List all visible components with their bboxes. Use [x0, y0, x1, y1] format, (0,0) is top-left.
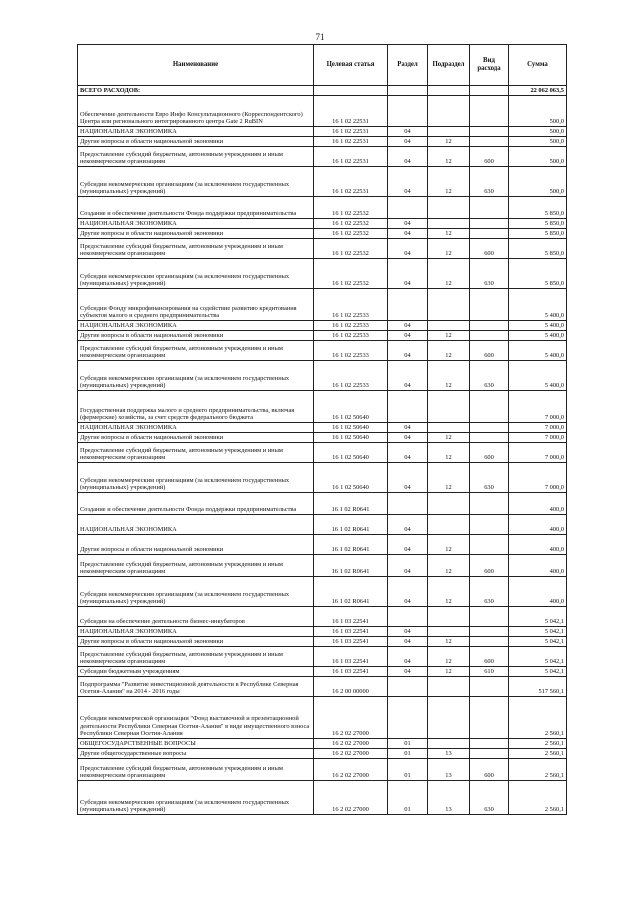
- cell-section: 04: [388, 167, 428, 197]
- table-row: [78, 239, 567, 259]
- cell-expense-type: 630: [470, 463, 509, 493]
- cell-expense-type: 600: [470, 647, 509, 667]
- cell-expense-type: 630: [470, 167, 509, 197]
- cell-target-article: 16 1 02 50640: [314, 463, 388, 493]
- cell-target-article: 16 2 02 27000: [314, 739, 388, 749]
- cell-section: 04: [388, 239, 428, 259]
- cell-target-article: 16 1 03 22541: [314, 607, 388, 627]
- cell-expense-type: [470, 197, 509, 219]
- table-row: [78, 289, 567, 321]
- cell-subsection: [428, 697, 470, 739]
- cell-expense-type: [470, 229, 509, 239]
- cell-expense-type: [470, 423, 509, 433]
- cell-name: Предоставление субсидий бюджетным, автономным учреждениям и иным некоммерческим организациям: [78, 443, 314, 463]
- cell-sum: 2 560,1: [509, 781, 567, 815]
- cell-name: Государственная поддержка малого и среднего предпринимательства, включая (фермерские) хозяйства, за счет средств федерального бюджета: [78, 391, 314, 423]
- table-row: [78, 515, 567, 535]
- cell-sum: 22 062 063,5: [509, 86, 567, 96]
- header-sum: Сумма: [509, 45, 567, 86]
- cell-subsection: 12: [428, 463, 470, 493]
- cell-expense-type: [470, 515, 509, 535]
- cell-section: 04: [388, 577, 428, 607]
- cell-subsection: 12: [428, 535, 470, 555]
- cell-section: 04: [388, 147, 428, 167]
- cell-expense-type: [470, 739, 509, 749]
- cell-section: [388, 607, 428, 627]
- table-row: [78, 331, 567, 341]
- cell-name: НАЦИОНАЛЬНАЯ ЭКОНОМИКА: [78, 515, 314, 535]
- cell-name: Субсидии некоммерческим организациям (за исключением государственных (муниципальных) учреждений): [78, 577, 314, 607]
- cell-sum: 5 400,0: [509, 321, 567, 331]
- cell-sum: 5 400,0: [509, 341, 567, 361]
- table-row: [78, 361, 567, 391]
- cell-sum: 7 000,0: [509, 423, 567, 433]
- cell-target-article: 16 1 02 22531: [314, 167, 388, 197]
- cell-expense-type: [470, 493, 509, 515]
- cell-target-article: 16 1 02 22531: [314, 137, 388, 147]
- table-row: [78, 463, 567, 493]
- table-row: [78, 433, 567, 443]
- cell-name: Другие вопросы в области национальной экономики: [78, 637, 314, 647]
- table-row: [78, 637, 567, 647]
- cell-expense-type: [470, 677, 509, 697]
- cell-expense-type: [470, 433, 509, 443]
- cell-subsection: [428, 677, 470, 697]
- cell-name: Другие вопросы в области национальной экономики: [78, 137, 314, 147]
- cell-name: Другие вопросы в области национальной экономики: [78, 229, 314, 239]
- cell-subsection: 13: [428, 759, 470, 781]
- cell-expense-type: [470, 607, 509, 627]
- cell-expense-type: 610: [470, 667, 509, 677]
- cell-name: Другие вопросы в области национальной экономики: [78, 433, 314, 443]
- cell-name: Предоставление субсидий бюджетным, автономным учреждениям и иным некоммерческим организациям: [78, 239, 314, 259]
- header-subsection: Подраздел: [428, 45, 470, 86]
- table-row: [78, 627, 567, 637]
- cell-section: 04: [388, 259, 428, 289]
- cell-target-article: 16 1 02 22533: [314, 361, 388, 391]
- cell-target-article: 16 1 02 R0641: [314, 577, 388, 607]
- cell-expense-type: [470, 331, 509, 341]
- cell-section: 04: [388, 667, 428, 677]
- table-row: [78, 423, 567, 433]
- cell-section: 04: [388, 331, 428, 341]
- cell-section: [388, 493, 428, 515]
- cell-subsection: [428, 627, 470, 637]
- cell-target-article: 16 1 03 22541: [314, 637, 388, 647]
- table-row: [78, 219, 567, 229]
- cell-target-article: 16 1 02 22533: [314, 289, 388, 321]
- cell-target-article: 16 1 02 22532: [314, 259, 388, 289]
- table-row: [78, 677, 567, 697]
- cell-subsection: 12: [428, 239, 470, 259]
- cell-sum: 500,0: [509, 167, 567, 197]
- cell-name: Субсидии некоммерческим организациям (за исключением государственных (муниципальных) учреждений): [78, 361, 314, 391]
- cell-name: НАЦИОНАЛЬНАЯ ЭКОНОМИКА: [78, 219, 314, 229]
- cell-section: 04: [388, 647, 428, 667]
- cell-section: [388, 697, 428, 739]
- cell-subsection: [428, 321, 470, 331]
- cell-subsection: 13: [428, 749, 470, 759]
- cell-sum: 7 000,0: [509, 433, 567, 443]
- cell-sum: 5 400,0: [509, 289, 567, 321]
- cell-sum: 7 000,0: [509, 463, 567, 493]
- cell-expense-type: 600: [470, 759, 509, 781]
- cell-target-article: 16 2 02 27000: [314, 697, 388, 739]
- cell-sum: 2 560,1: [509, 739, 567, 749]
- cell-subsection: 12: [428, 167, 470, 197]
- cell-subsection: [428, 96, 470, 127]
- cell-subsection: 12: [428, 667, 470, 677]
- table-row: [78, 739, 567, 749]
- cell-expense-type: 630: [470, 577, 509, 607]
- cell-subsection: 12: [428, 341, 470, 361]
- cell-expense-type: 600: [470, 555, 509, 577]
- cell-sum: 5 042,1: [509, 607, 567, 627]
- cell-expense-type: 600: [470, 239, 509, 259]
- cell-expense-type: [470, 127, 509, 137]
- cell-section: 04: [388, 443, 428, 463]
- header-name: Наименование: [78, 45, 314, 86]
- cell-subsection: 12: [428, 147, 470, 167]
- header-section: Раздел: [388, 45, 428, 86]
- cell-section: 04: [388, 515, 428, 535]
- cell-target-article: 16 1 02 22533: [314, 331, 388, 341]
- cell-section: 01: [388, 749, 428, 759]
- cell-section: 04: [388, 463, 428, 493]
- cell-sum: 5 042,1: [509, 627, 567, 637]
- cell-expense-type: [470, 749, 509, 759]
- cell-subsection: [428, 423, 470, 433]
- cell-expense-type: [470, 535, 509, 555]
- cell-name: Создание и обеспечение деятельности Фонда поддержки предпринимательства: [78, 197, 314, 219]
- table-row: [78, 96, 567, 127]
- cell-section: 04: [388, 423, 428, 433]
- cell-target-article: 16 1 03 22541: [314, 667, 388, 677]
- cell-name: Предоставление субсидий бюджетным, автономным учреждениям и иным некоммерческим организациям: [78, 147, 314, 167]
- table-row: [78, 341, 567, 361]
- table-row: [78, 647, 567, 667]
- cell-expense-type: 600: [470, 443, 509, 463]
- cell-section: [388, 96, 428, 127]
- cell-subsection: 13: [428, 781, 470, 815]
- table-row: [78, 86, 567, 96]
- cell-name: Субсидии Фонду микрофинансирования на содействие развитию кредитования субъектов малого и среднего предпринимательства: [78, 289, 314, 321]
- table-header-row: [78, 45, 567, 86]
- table-row: [78, 555, 567, 577]
- table-row: [78, 535, 567, 555]
- cell-expense-type: 630: [470, 781, 509, 815]
- cell-expense-type: [470, 697, 509, 739]
- table-row: [78, 667, 567, 677]
- cell-section: 04: [388, 229, 428, 239]
- cell-subsection: 12: [428, 577, 470, 607]
- cell-name: Предоставление субсидий бюджетным, автономным учреждениям и иным некоммерческим организациям: [78, 341, 314, 361]
- cell-name: ВСЕГО РАСХОДОВ:: [78, 86, 314, 96]
- cell-sum: 400,0: [509, 515, 567, 535]
- cell-expense-type: 630: [470, 259, 509, 289]
- cell-name: НАЦИОНАЛЬНАЯ ЭКОНОМИКА: [78, 627, 314, 637]
- cell-target-article: 16 1 02 50640: [314, 443, 388, 463]
- cell-name: Обеспечение деятельности Евро Инфо Консультационного (Корреспондентского) Центра или регионального интегрированного центра Gate 2 RuBIN: [78, 96, 314, 127]
- table-row: [78, 229, 567, 239]
- cell-name: Субсидии некоммерческим организациям (за исключением государственных (муниципальных) учреждений): [78, 259, 314, 289]
- cell-expense-type: [470, 86, 509, 96]
- cell-name: Создание и обеспечение деятельности Фонда поддержки предпринимательства: [78, 493, 314, 515]
- cell-target-article: 16 1 03 22541: [314, 647, 388, 667]
- cell-section: 04: [388, 535, 428, 555]
- cell-name: Предоставление субсидий бюджетным, автономным учреждениям и иным некоммерческим организациям: [78, 555, 314, 577]
- cell-target-article: 16 1 02 50640: [314, 391, 388, 423]
- cell-expense-type: 630: [470, 361, 509, 391]
- cell-sum: 5 042,1: [509, 667, 567, 677]
- cell-name: Другие вопросы в области национальной экономики: [78, 535, 314, 555]
- cell-section: [388, 677, 428, 697]
- cell-section: 04: [388, 219, 428, 229]
- table-row: [78, 391, 567, 423]
- cell-name: НАЦИОНАЛЬНАЯ ЭКОНОМИКА: [78, 321, 314, 331]
- cell-sum: 2 560,1: [509, 697, 567, 739]
- table-row: [78, 259, 567, 289]
- cell-name: Субсидии некоммерческим организациям (за исключением государственных (муниципальных) учреждений): [78, 781, 314, 815]
- cell-expense-type: [470, 219, 509, 229]
- cell-subsection: [428, 289, 470, 321]
- expenditure-table: [77, 44, 567, 815]
- cell-name: ОБЩЕГОСУДАРСТВЕННЫЕ ВОПРОСЫ: [78, 739, 314, 749]
- cell-target-article: 16 1 02 22531: [314, 147, 388, 167]
- cell-target-article: 16 1 02 R0641: [314, 493, 388, 515]
- cell-section: 04: [388, 361, 428, 391]
- table-row: [78, 781, 567, 815]
- table-row: [78, 137, 567, 147]
- header-target-article: Целевая статья: [314, 45, 388, 86]
- cell-sum: 7 000,0: [509, 391, 567, 423]
- cell-sum: 5 850,0: [509, 239, 567, 259]
- cell-name: Другие общегосударственные вопросы: [78, 749, 314, 759]
- cell-sum: 2 560,1: [509, 749, 567, 759]
- cell-subsection: [428, 607, 470, 627]
- cell-subsection: 12: [428, 137, 470, 147]
- cell-target-article: 16 1 02 22532: [314, 197, 388, 219]
- cell-section: [388, 86, 428, 96]
- cell-name: Предоставление субсидий бюджетным, автономным учреждениям и иным некоммерческим организациям: [78, 759, 314, 781]
- cell-section: [388, 391, 428, 423]
- cell-sum: 400,0: [509, 577, 567, 607]
- table-body: [78, 86, 567, 815]
- cell-subsection: 12: [428, 555, 470, 577]
- cell-name: Субсидии некоммерческим организациям (за исключением государственных (муниципальных) учреждений): [78, 463, 314, 493]
- cell-expense-type: [470, 289, 509, 321]
- cell-subsection: [428, 197, 470, 219]
- cell-sum: 5 400,0: [509, 331, 567, 341]
- cell-name: Предоставление субсидий бюджетным, автономным учреждениям и иным некоммерческим организациям: [78, 647, 314, 667]
- cell-expense-type: [470, 637, 509, 647]
- cell-sum: 500,0: [509, 137, 567, 147]
- cell-name: Субсидии бюджетным учреждениям: [78, 667, 314, 677]
- cell-subsection: [428, 86, 470, 96]
- cell-section: [388, 289, 428, 321]
- cell-section: 01: [388, 759, 428, 781]
- cell-section: 04: [388, 555, 428, 577]
- cell-target-article: 16 1 02 22533: [314, 341, 388, 361]
- table-row: [78, 147, 567, 167]
- cell-subsection: 12: [428, 259, 470, 289]
- header-expense-type: Вид расхода: [470, 45, 509, 86]
- table-row: [78, 607, 567, 627]
- table-row: [78, 443, 567, 463]
- cell-sum: 400,0: [509, 555, 567, 577]
- cell-sum: 400,0: [509, 535, 567, 555]
- page-number: 71: [315, 32, 325, 42]
- cell-section: 04: [388, 637, 428, 647]
- cell-section: [388, 197, 428, 219]
- cell-expense-type: [470, 391, 509, 423]
- cell-target-article: 16 2 02 27000: [314, 759, 388, 781]
- cell-target-article: 16 2 00 00000: [314, 677, 388, 697]
- cell-sum: 5 850,0: [509, 259, 567, 289]
- cell-expense-type: [470, 321, 509, 331]
- cell-expense-type: [470, 96, 509, 127]
- cell-target-article: 16 1 02 50640: [314, 423, 388, 433]
- cell-section: 04: [388, 321, 428, 331]
- cell-sum: 2 560,1: [509, 759, 567, 781]
- cell-section: 01: [388, 739, 428, 749]
- cell-sum: 5 850,0: [509, 229, 567, 239]
- cell-section: 04: [388, 127, 428, 137]
- cell-section: 04: [388, 137, 428, 147]
- cell-name: Субсидии некоммерческой организации "Фонд выставочной и презентационной деятельности Республики Северная Осетия-Алания" в виде имущественного взноса Республики Северная Осетия-Алания: [78, 697, 314, 739]
- cell-name: НАЦИОНАЛЬНАЯ ЭКОНОМИКА: [78, 127, 314, 137]
- cell-subsection: [428, 127, 470, 137]
- table-row: [78, 167, 567, 197]
- cell-subsection: [428, 493, 470, 515]
- cell-target-article: 16 1 02 22532: [314, 229, 388, 239]
- cell-target-article: 16 1 02 22532: [314, 219, 388, 229]
- cell-sum: 5 042,1: [509, 647, 567, 667]
- cell-name: Подпрограмма "Развитие инвестиционной деятельности в Республике Северная Осетия-Алания" на 2014 - 2016 годы: [78, 677, 314, 697]
- cell-expense-type: 600: [470, 341, 509, 361]
- cell-sum: 7 000,0: [509, 443, 567, 463]
- cell-target-article: 16 1 02 50640: [314, 433, 388, 443]
- cell-expense-type: 600: [470, 147, 509, 167]
- cell-subsection: 12: [428, 331, 470, 341]
- cell-sum: 517 560,1: [509, 677, 567, 697]
- cell-name: Субсидии некоммерческим организациям (за исключением государственных (муниципальных) учреждений): [78, 167, 314, 197]
- cell-sum: 500,0: [509, 127, 567, 137]
- cell-target-article: [314, 86, 388, 96]
- cell-section: 04: [388, 341, 428, 361]
- table-row: [78, 577, 567, 607]
- cell-sum: 5 850,0: [509, 219, 567, 229]
- cell-section: 04: [388, 627, 428, 637]
- cell-subsection: [428, 515, 470, 535]
- cell-subsection: 12: [428, 361, 470, 391]
- cell-target-article: 16 1 03 22541: [314, 627, 388, 637]
- cell-expense-type: [470, 627, 509, 637]
- cell-subsection: [428, 391, 470, 423]
- cell-section: 01: [388, 781, 428, 815]
- cell-subsection: 12: [428, 433, 470, 443]
- table-row: [78, 493, 567, 515]
- cell-name: Другие вопросы в области национальной экономики: [78, 331, 314, 341]
- cell-section: 04: [388, 433, 428, 443]
- cell-sum: 5 042,1: [509, 637, 567, 647]
- cell-expense-type: [470, 137, 509, 147]
- table-row: [78, 321, 567, 331]
- cell-name: НАЦИОНАЛЬНАЯ ЭКОНОМИКА: [78, 423, 314, 433]
- cell-sum: 5 850,0: [509, 197, 567, 219]
- cell-name: Субсидии на обеспечение деятельности бизнес-инкубаторов: [78, 607, 314, 627]
- cell-sum: 500,0: [509, 147, 567, 167]
- cell-sum: 400,0: [509, 493, 567, 515]
- cell-subsection: 12: [428, 443, 470, 463]
- cell-subsection: 12: [428, 647, 470, 667]
- cell-target-article: 16 1 02 R0641: [314, 555, 388, 577]
- cell-subsection: [428, 219, 470, 229]
- table-row: [78, 197, 567, 219]
- table-row: [78, 127, 567, 137]
- cell-target-article: 16 1 02 22533: [314, 321, 388, 331]
- table-row: [78, 749, 567, 759]
- cell-subsection: [428, 739, 470, 749]
- cell-target-article: 16 2 02 27000: [314, 749, 388, 759]
- table-row: [78, 759, 567, 781]
- cell-target-article: 16 1 02 22531: [314, 96, 388, 127]
- cell-target-article: 16 1 02 R0641: [314, 535, 388, 555]
- table-row: [78, 697, 567, 739]
- cell-target-article: 16 2 02 27000: [314, 781, 388, 815]
- cell-sum: 5 400,0: [509, 361, 567, 391]
- cell-sum: 500,0: [509, 96, 567, 127]
- cell-target-article: 16 1 02 R0641: [314, 515, 388, 535]
- cell-subsection: 12: [428, 229, 470, 239]
- cell-target-article: 16 1 02 22531: [314, 127, 388, 137]
- cell-subsection: 12: [428, 637, 470, 647]
- cell-target-article: 16 1 02 22532: [314, 239, 388, 259]
